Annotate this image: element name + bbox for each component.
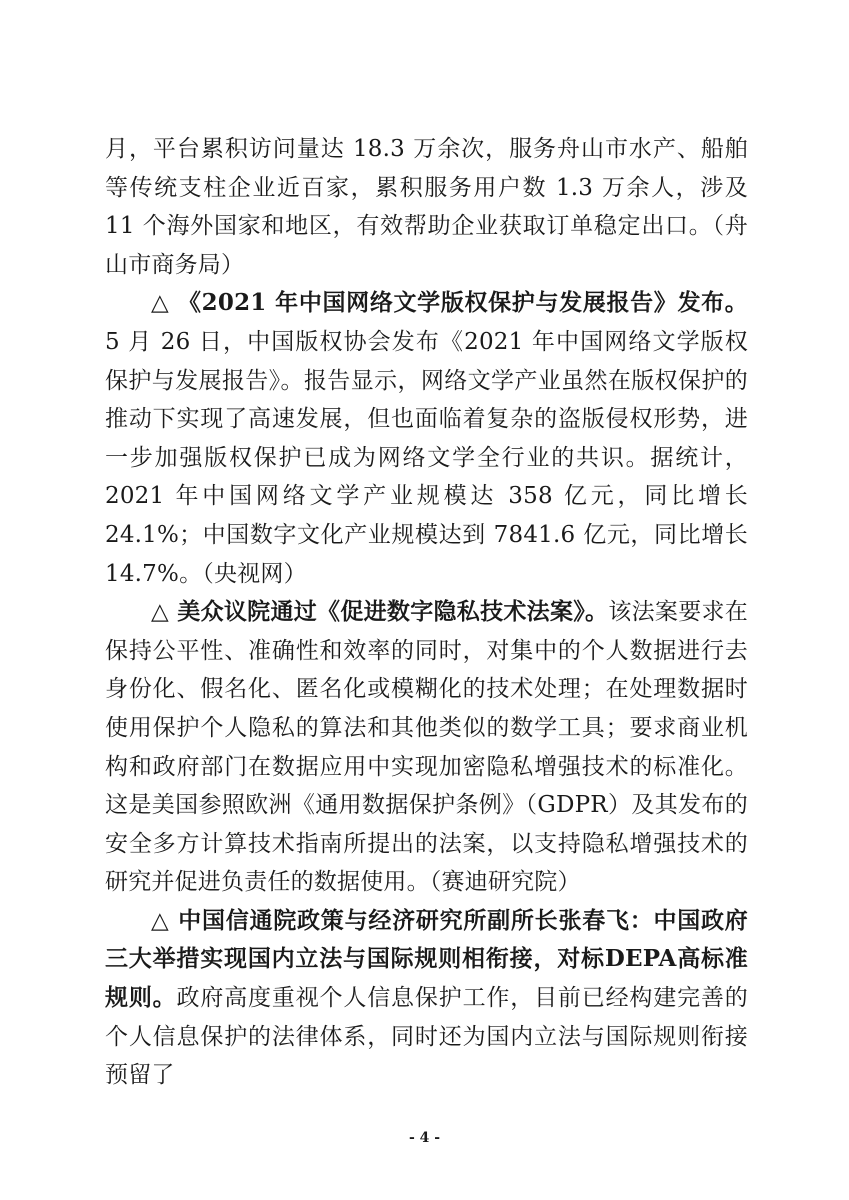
news-item-copyright-report <box>105 284 748 593</box>
news-item-body: 该法案要求在保持公平性、准确性和效率的同时，对集中的个人数据进行去身份化、假名化、匿名化或模糊化的技术处理；在处理数据时使用保护个人隐私的算法和其他类似的数学工具；要求商业机构和政府部门在数据应用中实现加密隐私增强技术的标准化。这是美国参照欧洲《通用数据保护条例》（GDPR）及其发布的安全多方计算技术指南所提出的法案，以支持隐私增强技术的研究并促进负责任的数据使用。（赛迪研究院） <box>105 599 748 896</box>
continuation-paragraph: 月，平台累积访问量达 18.3 万余次，服务舟山市水产、船舶等传统支柱企业近百家，累积服务用户数 1.3 万余人，涉及 11 个海外国家和地区，有效帮助企业获取订单稳定出口。（舟山市商务局） <box>105 136 748 278</box>
news-item-headline: △ 《2021 年中国网络文学版权保护与发展报告》发布。 <box>151 289 748 317</box>
news-item-headline: △ 美众议院通过《促进数字隐私技术法案》。 <box>151 598 609 626</box>
news-item-privacy-act <box>105 593 748 902</box>
news-item-caict-interview <box>105 902 748 1095</box>
news-item-body: 5 月 26 日，中国版权协会发布《2021 年中国网络文学版权保护与发展报告》。报告显示，网络文学产业虽然在版权保护的推动下实现了高速发展，但也面临着复杂的盗版侵权形势，进一步加强版权保护已成为网络文学全行业的共识。据统计，2021 年中国网络文学产业规模达 358 亿元，同比增长 24.1%；中国数字文化产业规模达到 7841.6 亿元，同比增长 14.7%。（央视网） <box>105 328 748 587</box>
news-item-body: 政府高度重视个人信息保护工作，目前已经构建完善的个人信息保护的法律体系，同时还为国内立法与国际规则衔接预留了 <box>105 985 748 1089</box>
news-item-headline: △ 中国信通院政策与经济研究所副所长张春飞：中国政府三大举措实现国内立法与国际规则相衔接，对标DEPA高标准规则。 <box>105 906 748 1012</box>
page-number: - 4 - <box>408 1130 441 1146</box>
document-body <box>105 130 748 1095</box>
